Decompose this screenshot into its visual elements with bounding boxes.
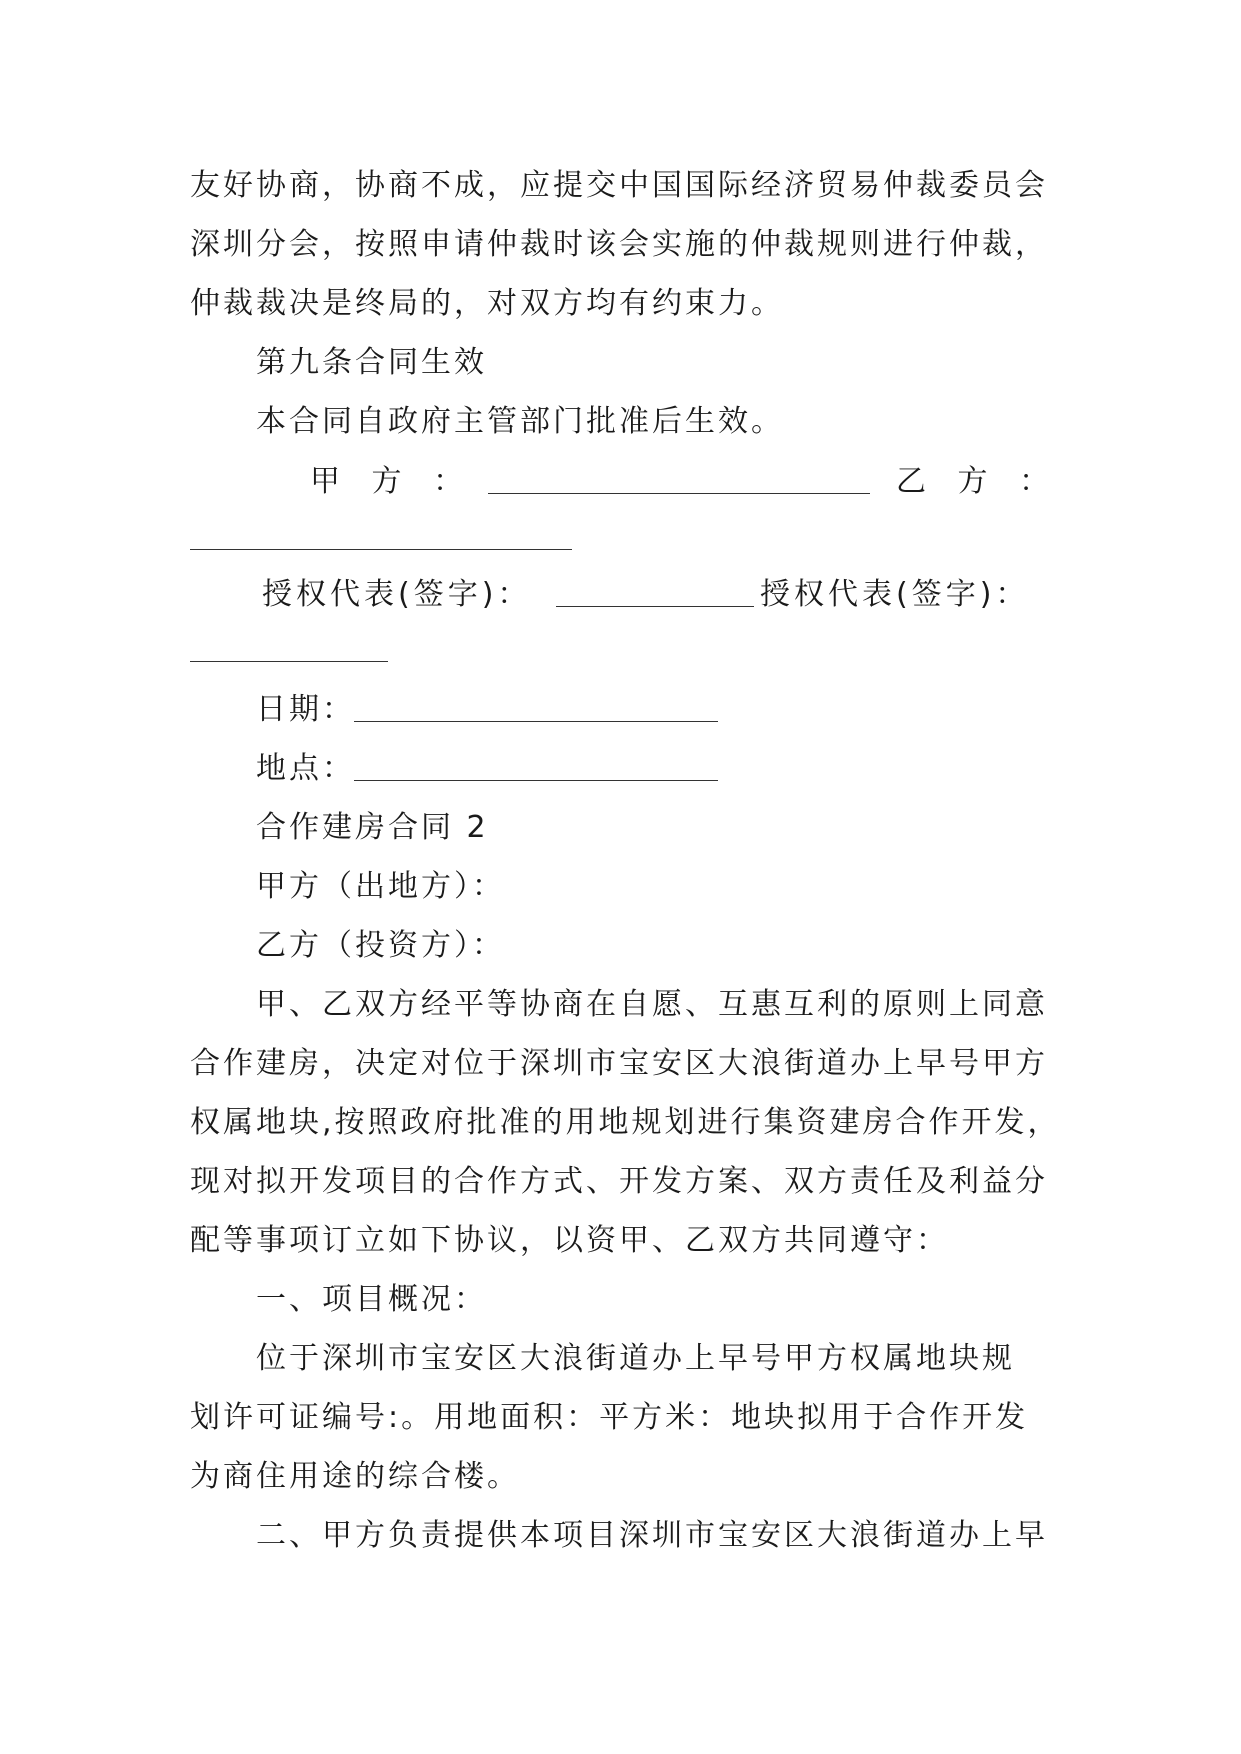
intro-line: 现对拟开发项目的合作方式、开发方案、双方责任及利益分 bbox=[190, 1164, 1048, 1199]
rep-a-label: 授权代表(签字)： bbox=[262, 577, 532, 612]
intro-line: 甲、乙双方经平等协商在自愿、互惠互利的原则上同意 bbox=[256, 987, 1048, 1022]
rep-b-label: 授权代表(签字)： bbox=[760, 577, 1030, 612]
paragraph-line: 友好协商，协商不成，应提交中国国际经济贸易仲裁委员会 bbox=[190, 168, 1048, 203]
intro-line: 配等事项订立如下协议，以资甲、乙双方共同遵守： bbox=[190, 1223, 949, 1258]
intro-line: 合作建房，决定对位于深圳市宝安区大浪街道办上早号甲方 bbox=[190, 1046, 1048, 1081]
party-b-label: 乙 方 ： bbox=[896, 464, 1061, 499]
section-1-line: 位于深圳市宝安区大浪街道办上早号甲方权属地块规 bbox=[256, 1341, 1015, 1376]
paragraph-line: 仲裁裁决是终局的，对双方均有约束力。 bbox=[190, 286, 784, 321]
article-9-body: 本合同自政府主管部门批准后生效。 bbox=[256, 404, 784, 439]
rep-b-signature-blank bbox=[190, 661, 388, 662]
party-a-signature-blank bbox=[488, 493, 870, 494]
section-2-line: 二、甲方负责提供本项目深圳市宝安区大浪街道办上早 bbox=[256, 1518, 1048, 1553]
place-label: 地点： bbox=[256, 751, 355, 786]
paragraph-line: 深圳分会，按照申请仲裁时该会实施的仲裁规则进行仲裁， bbox=[190, 227, 1048, 262]
party-a-info: 甲方（出地方）： bbox=[256, 869, 505, 904]
section-1-title: 一、项目概况： bbox=[256, 1282, 487, 1317]
contract-2-title: 合作建房合同 2 bbox=[256, 810, 489, 845]
party-b-signature-blank bbox=[190, 549, 572, 550]
date-label: 日期： bbox=[256, 692, 355, 727]
intro-line: 权属地块,按照政府批准的用地规划进行集资建房合作开发， bbox=[190, 1105, 1061, 1140]
article-9-title: 第九条合同生效 bbox=[256, 345, 487, 380]
place-blank bbox=[354, 780, 718, 781]
section-1-line: 为商住用途的综合楼。 bbox=[190, 1459, 520, 1494]
party-a-label: 甲 方 ： bbox=[310, 464, 475, 499]
party-b-info: 乙方（投资方）： bbox=[256, 928, 505, 963]
rep-a-signature-blank bbox=[556, 606, 754, 607]
section-1-line: 划许可证编号:。用地面积：平方米：地块拟用于合作开发 bbox=[190, 1400, 1029, 1435]
date-blank bbox=[354, 721, 718, 722]
